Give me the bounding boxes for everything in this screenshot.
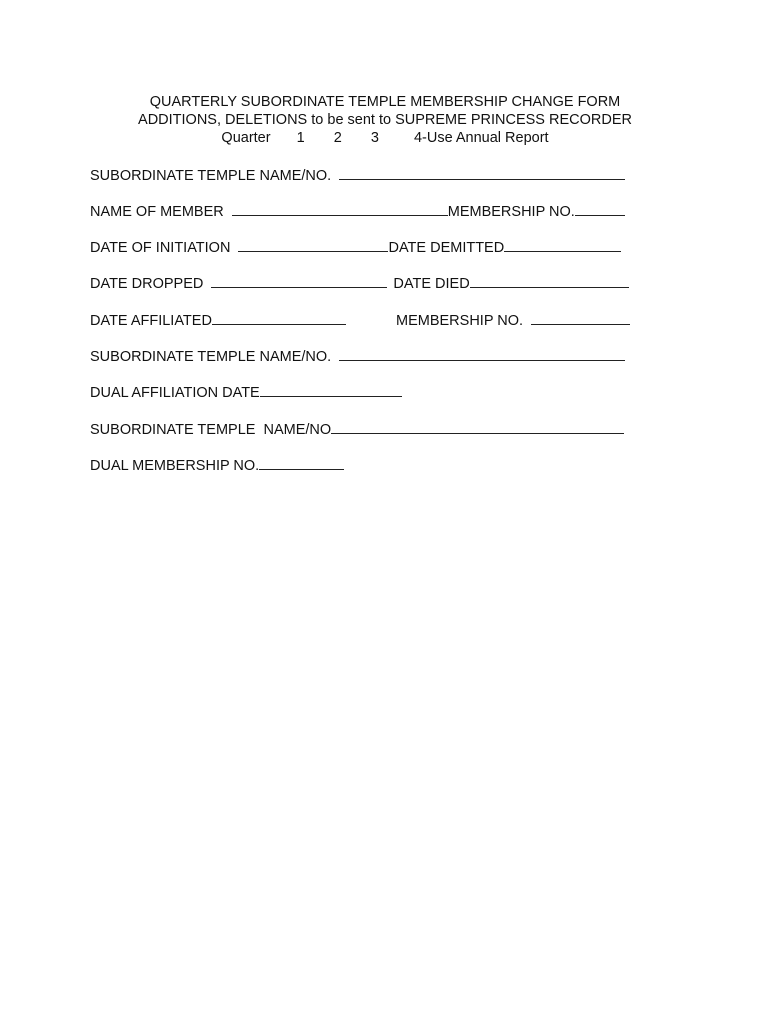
form-instructions: ADDITIONS, DELETIONS to be sent to SUPREME PRINCESS RECORDER: [138, 112, 632, 128]
date-dropped-field[interactable]: [211, 273, 387, 288]
temple-name-row-2: [90, 346, 625, 366]
affiliated-row: [90, 310, 346, 330]
date-dropped-label: DATE DROPPED: [90, 276, 204, 292]
temple-name-field-1[interactable]: [339, 165, 625, 180]
date-affiliated-label: DATE AFFILIATED: [90, 313, 212, 329]
membership-no-label-2: MEMBERSHIP NO.: [396, 313, 524, 329]
quarter-label: Quarter: [221, 130, 271, 146]
date-died-field[interactable]: [470, 273, 629, 288]
date-initiation-field[interactable]: [238, 237, 388, 252]
quarter-selector: [0, 129, 770, 147]
temple-name-field-3[interactable]: [331, 419, 624, 434]
membership-no-label-1: MEMBERSHIP NO.: [447, 204, 575, 220]
form-title: QUARTERLY SUBORDINATE TEMPLE MEMBERSHIP CHANGE FORM: [149, 94, 621, 110]
date-died-label: DATE DIED: [393, 276, 470, 292]
temple-name-field-2[interactable]: [339, 346, 625, 361]
quarter-option-4[interactable]: 4-Use Annual Report: [413, 130, 549, 146]
dual-affiliation-row: [90, 382, 402, 402]
member-name-row: [90, 201, 625, 221]
dual-affiliation-date-field[interactable]: [260, 382, 402, 397]
dropped-row: [90, 273, 629, 293]
member-name-field[interactable]: [232, 201, 448, 216]
temple-name-label-3: SUBORDINATE TEMPLE NAME/NO: [90, 422, 332, 438]
date-initiation-label: DATE OF INITIATION: [90, 240, 231, 256]
form-header: [0, 93, 770, 147]
dual-membership-no-label: DUAL MEMBERSHIP NO.: [90, 458, 260, 474]
quarter-option-2[interactable]: 2: [333, 130, 342, 146]
quarter-option-1[interactable]: 1: [296, 130, 305, 146]
membership-no-field-1[interactable]: [575, 201, 625, 216]
temple-name-label-1: SUBORDINATE TEMPLE NAME/NO.: [90, 168, 332, 184]
initiation-row: [90, 237, 621, 257]
temple-name-row-3: [90, 419, 624, 439]
quarter-option-3[interactable]: 3: [370, 130, 379, 146]
dual-affiliation-date-label: DUAL AFFILIATION DATE: [90, 385, 260, 401]
temple-name-label-2: SUBORDINATE TEMPLE NAME/NO.: [90, 349, 332, 365]
dual-membership-row: [90, 455, 344, 475]
member-name-label: NAME OF MEMBER: [90, 204, 224, 220]
membership-no-field-2[interactable]: [531, 310, 630, 325]
date-demitted-field[interactable]: [504, 237, 621, 252]
membership-no-group-2: [396, 310, 630, 330]
date-affiliated-field[interactable]: [212, 310, 346, 325]
temple-name-row-1: [90, 165, 625, 185]
date-demitted-label: DATE DEMITTED: [388, 240, 505, 256]
dual-membership-no-field[interactable]: [259, 455, 344, 470]
